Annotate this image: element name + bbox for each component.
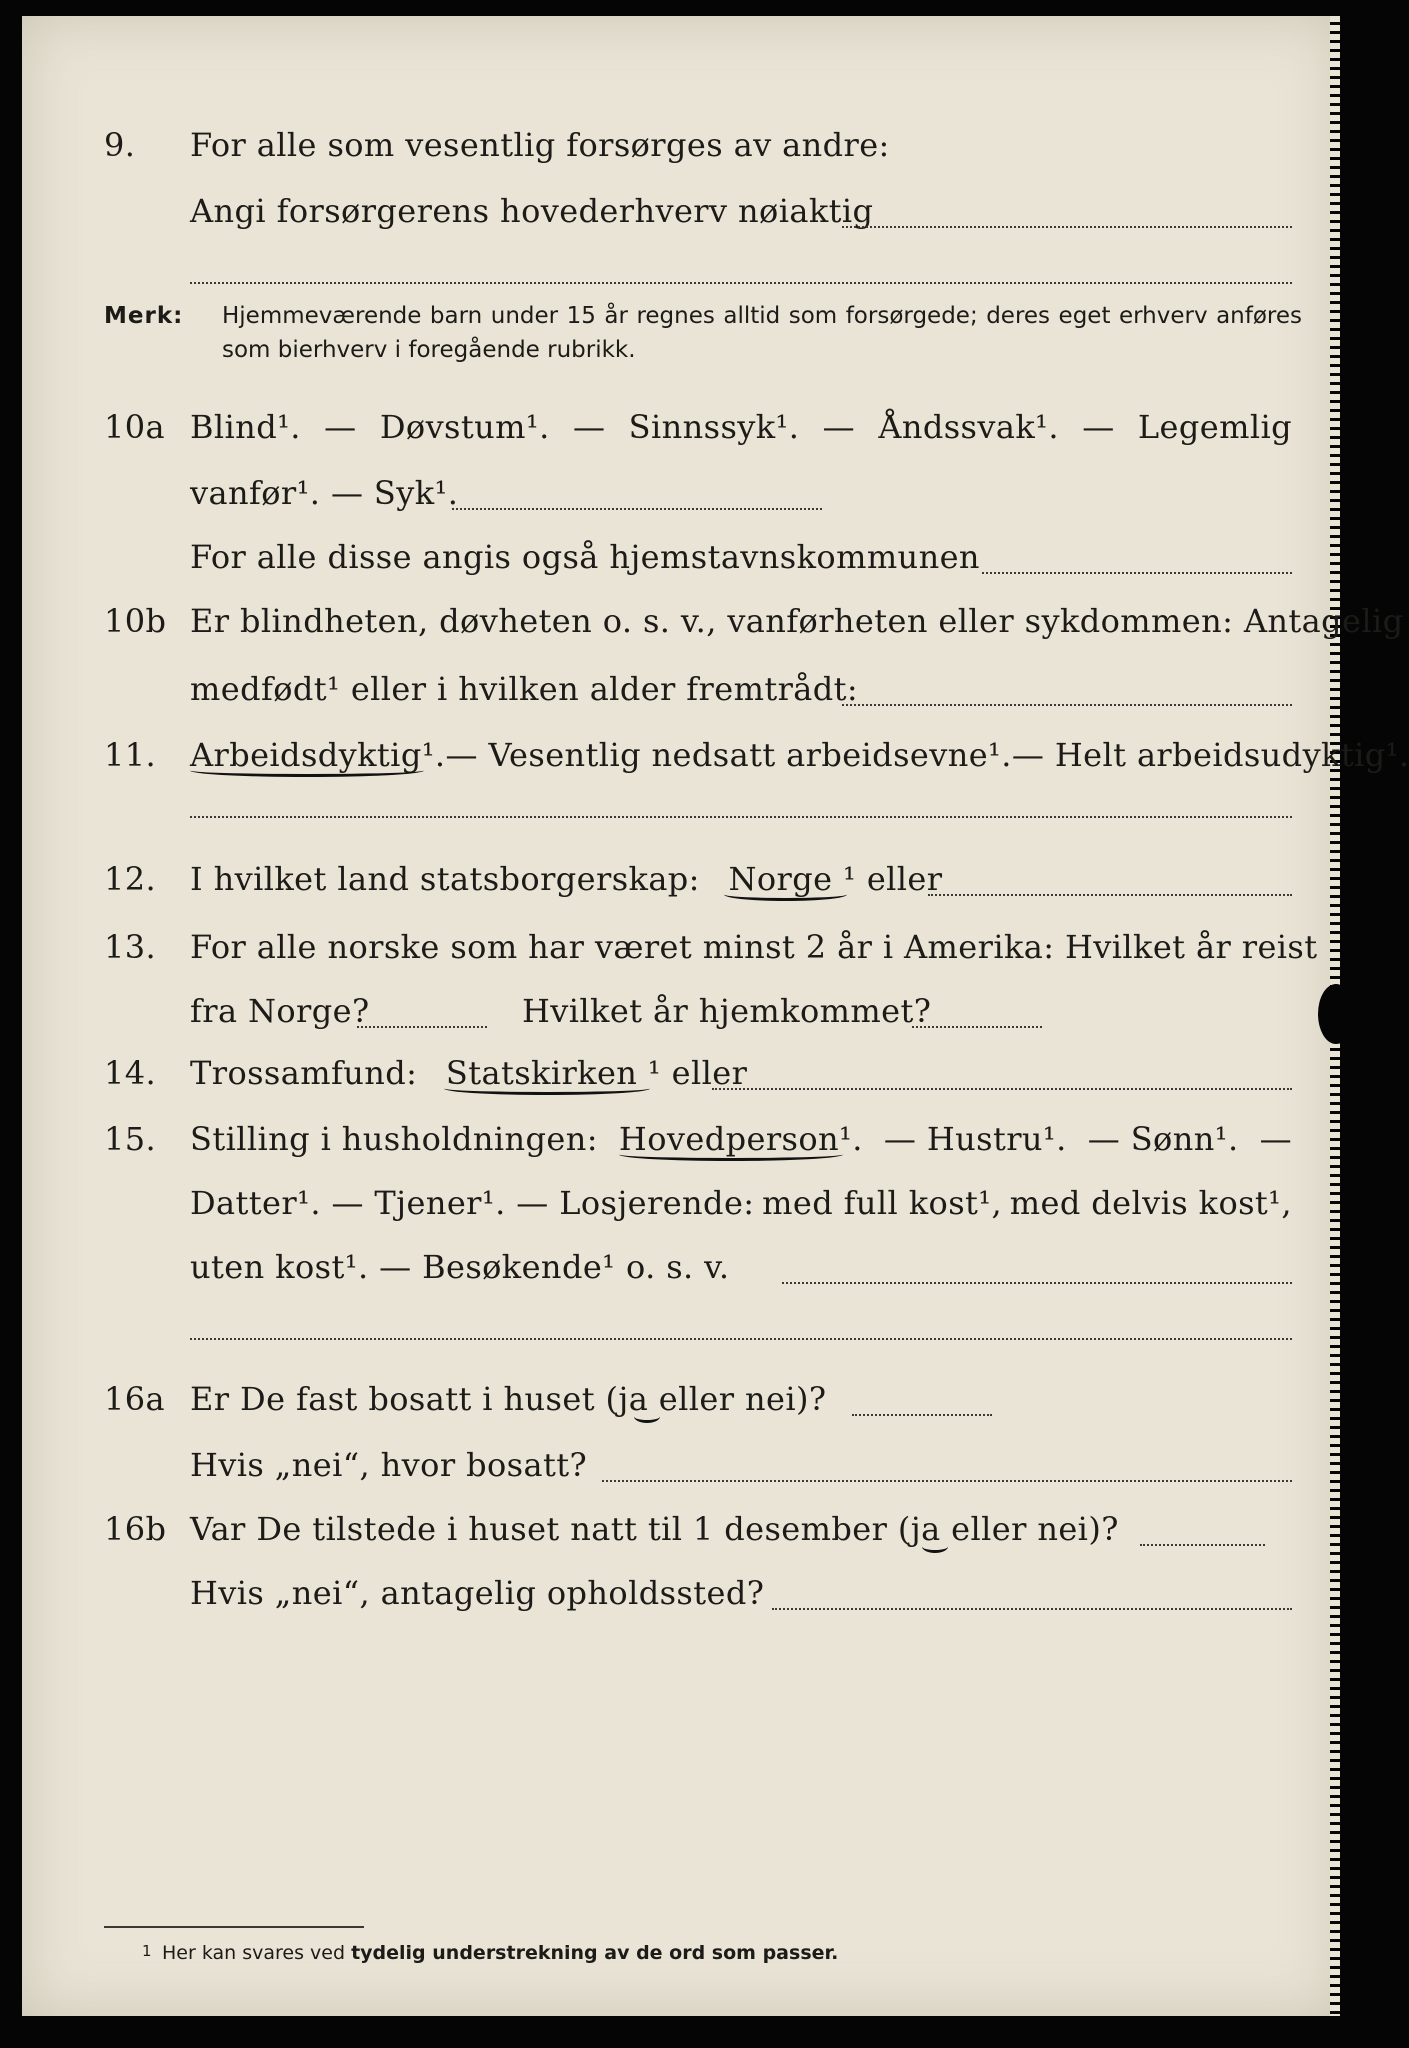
- q15-option: — Hustru¹.: [883, 1120, 1067, 1158]
- q10a-line2: [22, 474, 1340, 524]
- q10a-option: Åndssvak¹.: [878, 408, 1059, 446]
- q16a-where-answer-line[interactable]: [602, 1480, 1292, 1482]
- q15-answer-line[interactable]: [782, 1282, 1292, 1284]
- q10b-number: 10b: [104, 602, 167, 640]
- q15-line1: [22, 1120, 1340, 1170]
- q12-number: 12.: [104, 860, 157, 898]
- q15-text3: uten kost¹. — Besøkende¹ o. s. v.: [190, 1248, 730, 1286]
- q14-prefix: Trossamfund:: [190, 1054, 418, 1092]
- q10a-line1: [22, 408, 1340, 458]
- q11-option-label: Arbeidsdyktig¹.: [190, 736, 446, 774]
- handwritten-underline-ja: [922, 1540, 948, 1553]
- handwritten-underline: [444, 1082, 650, 1095]
- q12-answer-line[interactable]: [928, 894, 1292, 896]
- footnote-text: Her kan svares ved: [162, 1942, 346, 1964]
- q10a-sep: —: [822, 408, 856, 446]
- q13-line2: [22, 992, 1340, 1042]
- q16a-text: Er De fast bosatt i huset (ja eller nei)?: [190, 1380, 827, 1418]
- q9-text: For alle som vesentlig forsørges av andre:: [190, 126, 890, 164]
- q10a-sep: —: [572, 408, 606, 446]
- q16b-text: Var De tilstede i huset natt til 1 desember (ja eller nei)?: [190, 1510, 1119, 1548]
- q16b-answer-line[interactable]: [1140, 1544, 1265, 1546]
- q12-line: [22, 860, 1340, 910]
- q11-answer-line[interactable]: [190, 816, 1292, 818]
- q10b-line2: [22, 670, 1340, 720]
- handwritten-underline: [724, 888, 847, 901]
- q10a-options: [190, 408, 1292, 446]
- q10a-text3: For alle disse angis også hjemstavnskommunen: [190, 538, 980, 576]
- q11-option: — Helt arbeidsudyktig¹.: [1011, 736, 1409, 774]
- q10b-line1: [22, 602, 1404, 652]
- q10b-answer-line[interactable]: [842, 704, 1292, 706]
- q11-options: [190, 736, 1409, 774]
- q11-number: 11.: [104, 736, 157, 774]
- q13-left-answer-line[interactable]: [357, 1026, 487, 1028]
- q9-number: 9.: [104, 126, 136, 164]
- footnote: [142, 1942, 839, 1964]
- q15-option: — Sønn¹.: [1087, 1120, 1239, 1158]
- q14-answer-line[interactable]: [712, 1088, 1292, 1090]
- q12-suffix: ¹ eller: [843, 860, 943, 898]
- q15-line3: [22, 1248, 1340, 1298]
- q15-label: Stilling i husholdningen:: [190, 1120, 598, 1158]
- q10b-text: Er blindheten, døvheten o. s. v., vanførheten eller sykdommen: Antagelig: [190, 602, 1404, 640]
- q16b-text2: Hvis „nei“, antagelig opholdssted?: [190, 1574, 765, 1612]
- merk-text: Hjemmeværende barn under 15 år regnes alltid som forsørgede; deres eget erhverv anføres som bierhverv i foregående rubrikk.: [222, 303, 1302, 363]
- q14-suffix: ¹ eller: [647, 1054, 748, 1092]
- q15-sep: —: [1259, 1120, 1292, 1158]
- q14-text: [190, 1054, 747, 1092]
- q12-option-norge: [728, 860, 843, 898]
- q13-returned-answer-line[interactable]: [912, 1026, 1042, 1028]
- q13-line1: [22, 928, 1340, 978]
- q12-marked-word: Norge: [728, 860, 833, 898]
- q10a-number: 10a: [104, 408, 165, 446]
- q10a-option: Døvstum¹.: [379, 408, 550, 446]
- handwritten-underline-ja: [634, 1410, 660, 1423]
- q16a-number: 16a: [104, 1380, 165, 1418]
- q10a-option: Legemlig: [1137, 408, 1292, 446]
- q16b-place-answer-line[interactable]: [772, 1608, 1292, 1610]
- q13-number: 13.: [104, 928, 157, 966]
- q10a-answer-line[interactable]: [452, 508, 822, 510]
- q16b-number: 16b: [104, 1510, 167, 1548]
- q10b-text2: medfødt¹ eller i hvilken alder fremtrådt:: [190, 670, 859, 708]
- q16a-line2: [22, 1446, 1340, 1496]
- q16a-line1: [22, 1380, 1340, 1430]
- q15-option-hovedperson: [619, 1120, 863, 1158]
- handwritten-underline: [619, 1148, 843, 1161]
- q13-text: For alle norske som har været minst 2 år i Amerika: Hvilket år reist: [190, 928, 1318, 966]
- q16a-answer-line[interactable]: [852, 1414, 992, 1416]
- q12-text: [190, 860, 942, 898]
- census-form-page: [22, 16, 1409, 2016]
- q10a-line3: [22, 538, 1340, 588]
- footnote-bold-text: tydelig understrekning av de ord som passer.: [351, 1942, 839, 1964]
- q15-options2: [190, 1184, 1292, 1222]
- q9-answer-line[interactable]: [842, 226, 1292, 228]
- q9-question: Angi forsørgerens hovederhverv nøiaktig: [190, 192, 874, 230]
- q15-marked-word: Hovedperson¹.: [618, 1120, 863, 1158]
- q9-line2: [22, 192, 1340, 242]
- q11-line: [22, 736, 1409, 786]
- q10a-home-answer-line[interactable]: [982, 572, 1292, 574]
- q9-answer-line-2[interactable]: [190, 282, 1292, 284]
- q13-text2a: fra Norge?: [190, 992, 370, 1030]
- q10a-option: Blind¹.: [190, 408, 301, 446]
- footnote-marker: 1: [142, 1942, 152, 1960]
- q12-prefix: I hvilket land statsborgerskap:: [190, 860, 700, 898]
- q16a-text2: Hvis „nei“, hvor bosatt?: [190, 1446, 588, 1484]
- q15-line2: [22, 1184, 1340, 1234]
- footnote-rule: [104, 1926, 364, 1928]
- q16b-line2: [22, 1574, 1340, 1624]
- q15-options: [190, 1120, 1292, 1158]
- q14-line: [22, 1054, 1340, 1104]
- q16b-line1: [22, 1510, 1340, 1560]
- q11-option-arbeidsdyktig: [190, 736, 446, 774]
- q10a-sep: —: [1082, 408, 1115, 446]
- q10a-sep: —: [324, 408, 357, 446]
- q13-text2b: Hvilket år hjemkommet?: [522, 992, 932, 1030]
- q15-number: 15.: [104, 1120, 157, 1158]
- q15-option: med full kost¹,: [762, 1184, 1003, 1222]
- q15-answer-line-2[interactable]: [190, 1338, 1292, 1340]
- q11-option: — Vesentlig nedsatt arbeidsevne¹.: [445, 736, 1012, 774]
- q10a-option: Sinnssyk¹.: [628, 408, 800, 446]
- q9-line1: [22, 126, 1340, 176]
- q15-option: Datter¹. — Tjener¹. — Losjerende:: [190, 1184, 755, 1222]
- q15-option: med delvis kost¹,: [1009, 1184, 1292, 1222]
- merk-label: Merk:: [104, 303, 184, 329]
- q14-option-statskirken: [446, 1054, 648, 1092]
- handwritten-underline: [190, 764, 424, 777]
- q14-number: 14.: [104, 1054, 157, 1092]
- q14-marked-word: Statskirken: [445, 1054, 638, 1092]
- q10a-text2: vanfør¹. — Syk¹.: [190, 474, 459, 512]
